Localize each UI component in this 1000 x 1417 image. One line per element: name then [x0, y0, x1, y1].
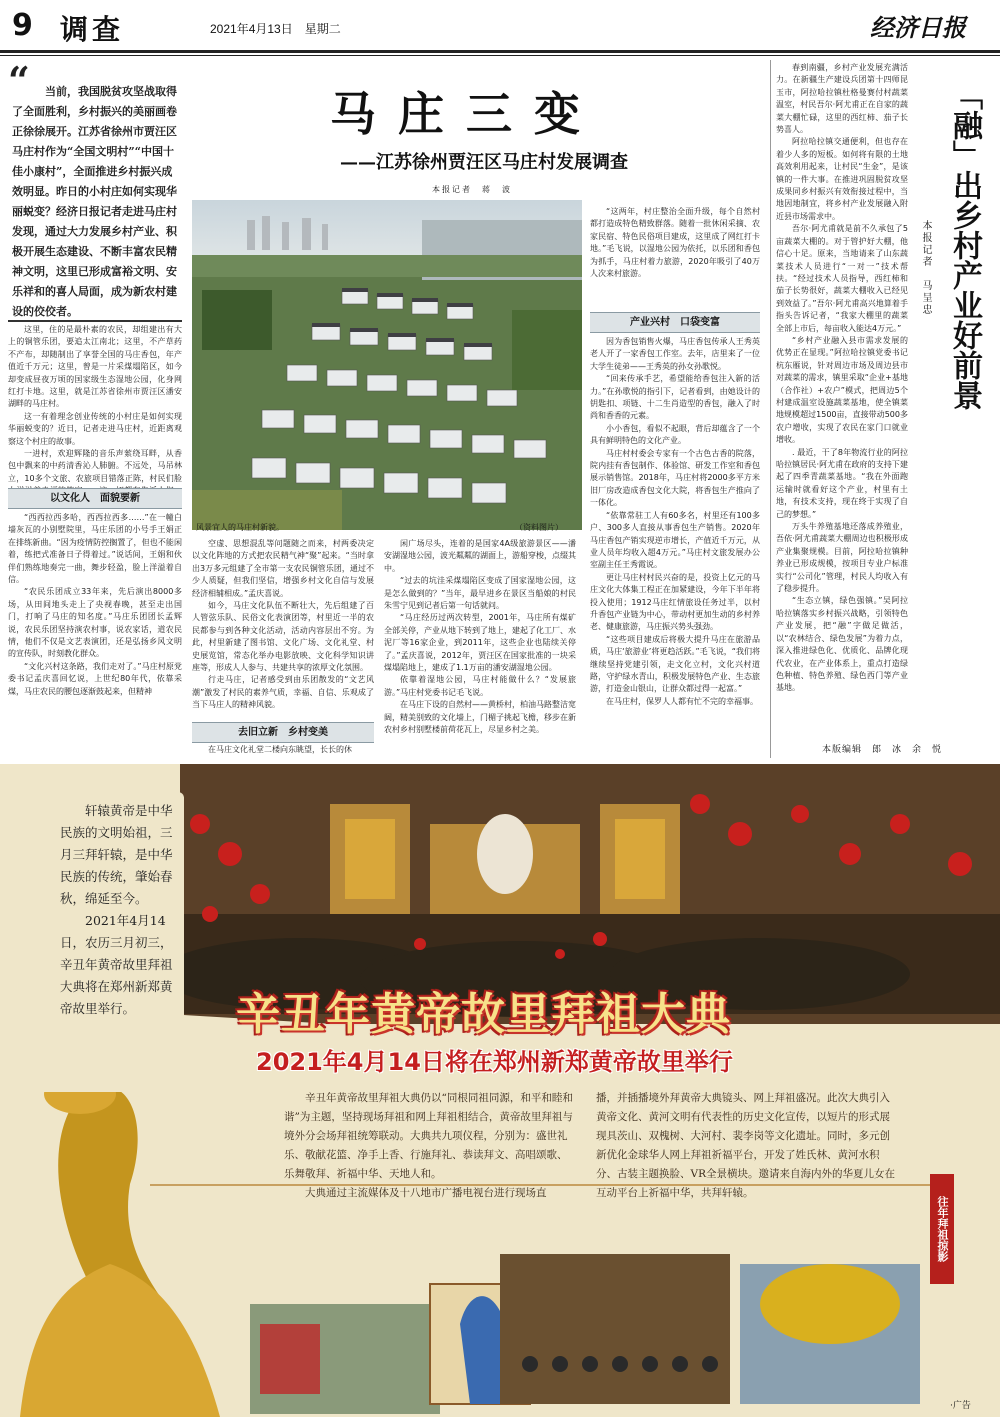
paragraph: . 最近，干了8年物流行业的阿拉哈拉镇居民·阿尤甫在政府的支持下建起了四季青蔬菜基地。“我在外面跑运输时就看好这个产业，村里有土地，有技术支持，现在终于实现了自己的梦想。”	[776, 447, 908, 519]
subheading-culture: 以文化人 面貌要新	[8, 488, 182, 509]
paragraph: “生态立镇，绿色强镇。”吴阿拉哈拉镇落实乡村振兴战略，引领特色产业发展，把“融”字做足做活，以“农林结合、绿色发展”为着力点，深入推进绿色化、优质化、品牌化现代农业，在产业体系上，重点打造绿色种植、特色养殖、绿色西门等产业基地。	[776, 596, 908, 693]
paragraph: 在马庄村，保罗人人都有忙不完的幸福事。	[606, 696, 758, 706]
paragraph: 依靠着湿地公园，马庄村能做什么？“发展旅游。”马庄村党委书记毛飞说。	[384, 675, 576, 697]
paragraph: 这里，住的是最朴素的农民，却组建出有大上的铜管乐团，要追太江南北；这里，不产草药不产布，却随制出了享誉全国的马庄香包，年产值近千万元；这里，曾是一片采煤塌陷区，如今却变成昼夜万顷的国家级生态湿地公园，化身网红打卡地。这里，就是江苏省徐州市贾汪区潘安湖畔的马庄村。	[8, 325, 182, 409]
article-lead: 当前，我国脱贫攻坚战取得了全面胜利，乡村振兴的美丽画卷正徐徐展开。江苏省徐州市贾汪区马庄村作为“全国文明村”“中国十佳小康村”，全面推进乡村振兴成效明显。昨日的小村庄如何实现华丽蜕变？经济日报记者走进马庄村发现，通过大力发展乡村产业、积极开展生态建设、不断丰富农民精神文明，这里已形成富裕文明、安乐祥和的喜人局面，成为新农村建设的佼佼者。	[12, 85, 177, 318]
article-column-4b	[590, 336, 760, 756]
paragraph: “依靠常驻工人有60多名，村里还有100多户、300多人直接从事香包生产销售。2020年马庄香包产销实现逆市增长，产值近千万元，从业人员年均收入超4万元。”马庄村文旅发展办公室副主任王秀霞说。	[590, 510, 760, 570]
paragraph: 如今，马庄文化队伍不断壮大，先后组建了百人管弦乐队、民俗文化表演团等，村里近一半的农民都参与到各种文化活动，活动内容层出不穷。为此，村里新建了图书馆、文化广场、文化礼堂、村史展览馆，常态化举办电影放映、文化科学知识讲座等，形成人人参与、共建共享的浓厚文化氛围。	[192, 601, 374, 673]
paragraph: 大典通过主流媒体及十八地市广播电视台进行现场直	[305, 1187, 547, 1199]
sidebar-byline: 本报记者 马呈忠	[920, 220, 931, 316]
paragraph: 闲广场尽头，连着的是国家4A级旅游景区——潘安湖湿地公园，波光粼粼的湖面上，游船穿梭，点缀其中。	[384, 539, 576, 573]
article-column-2b	[192, 744, 374, 758]
paragraph: 阿拉哈拉镇交通便利，但也存在着少人多的短板。如何将有限的土地高效利用起来，让村民“生金”，是该镇的一件大事。在推进巩固脱贫攻坚成果同乡村振兴有效衔接过程中，当地因地制宜，将乡村产业发展融入附近县市场需求中。	[776, 137, 908, 221]
article-title: 马庄三变	[330, 87, 602, 141]
ad-subtitle: 2021年4月14日将在郑州新郑黄帝故里举行	[256, 1048, 733, 1076]
paragraph: 一进村，欢迎辉隆的音乐声萦绕耳畔，从香包中飘来的中药清香沁人肺腑。不远处，马吊林立，10多个文旅、农旅项目错落正陈，村民们脸	[8, 449, 182, 483]
paragraph: 更让马庄村村民兴奋的是，投资上亿元的马庄文化大体集工程正在加紧建设，今年下半年将投入使用；1912马庄红情旅设任务过半，以村升香包产业链为中心，带动村更加生动的乡村养老、健康旅游，马庄振兴势头强劲。	[590, 572, 760, 632]
column-divider	[770, 60, 771, 758]
page-editor: 本版编辑 郎 冰 余 悦	[822, 745, 943, 755]
paragraph: 马庄村村委会专家有一个古色古香的院落，院内挂有香包制作、体验馆、研发工作室和香包展示销售馆。2018年，马庄村将2000多平方米旧厂房改造成香包文化大院，将香包生产推向了一体化。	[590, 448, 760, 508]
ad-title: 辛丑年黄帝故里拜祖大典	[236, 989, 731, 1040]
paragraph: 轩辕黄帝是中华民族的文明始祖，三月三拜轩辕，是中华民族的传统，肇始春秋，绵延至今。	[60, 803, 173, 906]
article-byline: 本报记者 蒋 波	[432, 185, 512, 194]
paragraph: “这些项目建成后将极大提升马庄在旅游品质，马庄‘旅游业’将更趋活跃。”毛飞说，“我们将继续坚持党建引领，走文化立村，文化兴村道路，守护绿水青山，积极发展特色产业、生态旅游，打造金山银山，让群众都过得一起富。”	[590, 634, 760, 694]
ad-text-right	[596, 1089, 896, 1259]
paragraph: “回来传承手艺，希望能给香包注入新的活力。”在孙歌悦的指引下，记者看到，由她设计的钥匙扣、项链、十二生肖造型的香包，融入了时尚和香香的元素。	[590, 374, 760, 421]
paragraph: “这两年，村庄整治全面升级，每个自然村都打造成特色精致群落。随着一批休闲采摘、农家民宿、特色民俗项目建成，这里成了网红打卡地。”毛飞说，以湿地公园为依托，以乐团和香包为抓手，马庄村着力旅游，2020年吸引了40万人次来村旅游。	[590, 207, 760, 279]
article-column-1b	[8, 512, 182, 756]
article-column-2	[192, 538, 374, 716]
paragraph: 因为香包销售火爆，马庄香包传承人王秀英老人开了一家香包工作室。去年，店里来了一位大学生徒弟——王秀英的孙女孙歌悦。	[590, 337, 760, 371]
lead-rule	[8, 320, 182, 322]
paragraph: 在马庄文化礼堂二楼向东眺望，长长的休	[208, 745, 352, 754]
page-number: 9	[12, 8, 33, 43]
ad-text-left	[284, 1089, 574, 1259]
issue-date: 2021年4月13日 星期二	[210, 22, 341, 36]
photo-caption: 风景宜人的马庄村新貌。	[196, 523, 284, 532]
article-column-3	[384, 538, 576, 758]
paragraph: “西西拉西多哈，西西拉西多……”在一幢白墙灰瓦的小别墅院里，马庄乐团的小号手王娟正在排练新曲。“因为疫情防控搁置了，但也不能闲着，练把式准备日子得着过。”说话间，王娟和伙伴们熟练地奏完一曲，舞步轻盈，脸上洋溢着自信。	[8, 513, 182, 585]
article-subtitle: ——江苏徐州贾汪区马庄村发展调查	[340, 152, 628, 173]
header-rule-thin	[0, 55, 1000, 56]
ad-label: ·广告	[950, 1401, 971, 1411]
article-column-1	[8, 324, 182, 484]
subheading-industry: 产业兴村 口袋变富	[590, 312, 760, 333]
advertisement	[0, 764, 1000, 1417]
paragraph: 春到南疆，乡村产业发展充满活力。在新疆生产建设兵团第十四师昆玉市，阿拉哈拉镇杜格曼赛付村蔬菜温室，村民吾尔·阿尤甫正在自家的蔬菜大棚忙碌，这里的西红柿、茄子长势喜人。	[776, 63, 908, 135]
paragraph: 这一有着理念创业传统的小村庄是如何实现华丽蜕变的？近日，记者走进马庄村，近距离观察这个村庄的故事。	[8, 411, 182, 446]
masthead	[0, 0, 1000, 56]
paragraph: 辛丑年黄帝故里拜祖大典仍以“同根同祖同源，和平和睦和谐”为主题，坚持现场拜祖和网上拜祖相结合，黄帝故里拜祖与境外分会场拜祖统筹联动。大典共九项仪程，分别为：盛世礼乐、敬献花篮、净手上香、行施拜礼、恭读拜文、高唱颂歌、乐舞敬拜、祈福中华、天地人和。	[284, 1092, 573, 1180]
sidebar-article-body	[776, 62, 908, 722]
paragraph: 空虚、思想混乱等问题随之而来，村两委决定以文化阵地的方式把农民精气神“聚”起来。“当时拿出3万多元组建了全市第一支农民铜管乐团，通过不少人质疑，但我们坚信，增强乡村文化自信与发展经济相辅相成。”孟庆喜说。	[192, 539, 374, 598]
paragraph: “文化兴村这条路，我们走对了。”马庄村原党委书记孟庆喜回忆说，上世纪80年代，依靠采煤，马庄农民的腰包逐渐鼓起来，但精神	[8, 661, 182, 696]
paragraph: “马庄经历过两次转型，2001年，马庄所有煤矿全部关停，产业从地下转到了地上，建起了化工厂、水泥厂等16家企业，到2011年，这些企业也陆续关停了。”孟庆喜说，2012年，贾汪区在国家批准的一块采煤塌陷地上，建成了1.1万亩的潘安湖湿地公园。	[384, 613, 576, 673]
section-name: 调查	[60, 13, 125, 46]
sidebar-title: 「融」出乡村产业好前景	[947, 80, 982, 410]
paragraph: 在马庄下设的自然村——黄桥村，柏油马路整洁宽阔，精美别致的文化墙上，门楣子挑起飞檐，移步在新农村乡村别墅楼前荷花瓦上，尽显乡村之美。	[384, 700, 576, 735]
paragraph: “农民乐团成立33年来，先后演出8000多场，从田间地头走上了央视春晚，甚至走出国门，打响了马庄的知名度。”马庄乐团团长孟辉说，农民乐团坚持演农村事，说农家话，道农民情，他们不仅是文艺表演团，还是弘扬乡风文明的宣传队，时刻教化群众。	[8, 587, 182, 659]
paragraph: 2021年4月14日，农历三月初三，辛丑年黄帝故里拜祖大典将在郑州新郑黄帝故里举行。	[60, 913, 173, 1016]
paragraph: 行走马庄，记者感受到由乐团散发的“文艺风潮”激发了村民的素养气质，幸福、自信、乐观成了当下马庄人的精神风貌。	[192, 675, 374, 710]
article-column-4	[590, 206, 760, 306]
paragraph: “乡村产业融入县市需求发展的优势正在显现。”阿拉哈拉镇党委书记杭东雁说，针对周边市场及周边县市对蔬菜的需求，镇里采取“企业+基地（合作社）+农户”模式，把周边5个村建成温室设施蔬菜基地，使全镇菜地规模超过1500亩，直接带动500多农户增收，实现了农民在家门口就业增收。	[776, 335, 908, 445]
paragraph: 万头牛养殖基地还落成养殖业，吾依·阿尤甫蔬菜大棚周边也积极形成产业集聚规模。目前，阿拉哈拉镇种养业已形成规模，按项目专业户标准实行“公司化”管理，村民人均收入有了稳步提升。	[776, 522, 908, 594]
paragraph: 播，并插播境外拜黄帝大典镜头、网上拜祖盛况。此次大典引入黄帝文化、黄河文明有代表性的历史文化宣传，以短片的形式展现具茨山、双槐树、大河村、裴李岗等文化遗址。同时，多元创新优化金球华人网上拜祖祈福平台，开发了姓氏林、黄河水积分、古装主题换脸、VR全景横块。邀请来自海内外的华夏儿女在互动平台上祈福中华，共拜轩辕。	[596, 1092, 895, 1199]
village-aerial-photo	[192, 200, 582, 530]
past-ceremony-badge: 往年拜祖掠影	[930, 1174, 954, 1284]
ad-side-text	[60, 800, 178, 1020]
subheading-beauty: 去旧立新 乡村变美	[192, 722, 374, 743]
header-rule	[0, 50, 1000, 53]
paragraph: 小小香包，看似不起眼，背后却蕴含了一个具有鲜明特色的文化产业。	[590, 423, 760, 446]
newspaper-logo: 经济日报	[870, 13, 966, 42]
paragraph: 吾尔·阿尤甫就是前不久承包了5亩蔬菜大棚的。对于管护好大棚，他信心十足。原来，当地请来了山东蔬菜技术人员进行“一对一”技术帮扶。“经过技术人员指导，西红柿和茄子长势很好，蔬菜大棚收入已经见到效益了。”吾尔·阿尤甫高兴地算着手指头告诉记者，“我家大棚里的蔬菜全部上市后，每亩收入能达4万元。”	[776, 224, 908, 333]
photo-credit: （资料图片）	[515, 523, 563, 532]
paragraph: “过去的坑洼采煤塌陷区变成了国家湿地公园，这是怎么做到的？”当年，最早进乡在景区当船娘的村民朱雪宁见到记者后第一句话就问。	[384, 576, 576, 611]
quote-mark-icon: “	[8, 58, 30, 103]
village-photo-illustration	[192, 200, 582, 530]
